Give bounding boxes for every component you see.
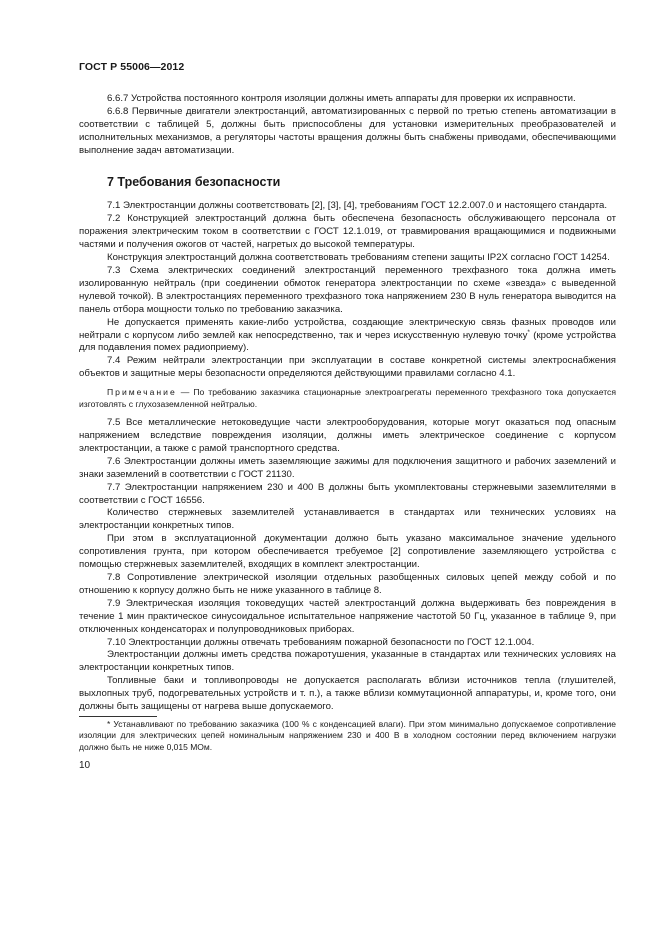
paragraph-7-10-extinguishing: Электростанции должны иметь средства пожаротушения, указанные в стандартах или технических условиях на электростанции конкретных типов. — [79, 649, 616, 674]
document-body — [79, 93, 616, 714]
paragraph-7-3-prohibition — [79, 317, 616, 356]
note — [79, 387, 616, 410]
paragraph-7-7-quantity: Количество стержневых заземлителей устанавливается в стандартах или технических условиях на электростанции конкретных типов. — [79, 507, 616, 532]
note-label: Примечание — [107, 387, 177, 398]
paragraph-6-6-7: 6.6.7 Устройства постоянного контроля изоляции должны иметь аппараты для проверки их исправности. — [107, 93, 576, 104]
page-number: 10 — [79, 760, 91, 771]
paragraph-7-2-ip: Конструкция электростанций должна соответствовать требованиям степени защиты IP2X согласно ГОСТ 14254. — [107, 252, 610, 264]
footnote-mark: * — [527, 328, 530, 336]
paragraph-7-10-fuel-tanks: Топливные баки и топливопроводы не допускается располагать вблизи источников тепла (глушителей, выхлопных труб, подогревательных устройств и т. п.), а также вблизи коммутационной аппаратуры, и, кроме того, они должны быть защищены от нагрева выше допускаемого. — [79, 675, 616, 713]
prohibition-tail: (кроме устройства для подавления помех радиоприему). — [79, 329, 616, 354]
paragraph-7-8: 7.8 Сопротивление электрической изоляции отдельных разобщенных силовых цепей между собой и по отношению к корпусу должно быть не ниже указанного в таблице 8. — [79, 572, 616, 596]
footnote: * Устанавливают по требованию заказчика (100 % с конденсацией влаги). При этом минимально допускаемое сопротивление изоляции для электрических цепей номинальным напряжением 230 и 400 В в холодном состоянии перед включением нагрузки должно быть не ниже 0,015 МОм. — [79, 719, 616, 752]
paragraph-7-1: 7.1 Электростанции должны соответствовать [2], [3], [4], требованиям ГОСТ 12.2.007.0 и настоящего стандарта. — [107, 200, 608, 212]
section-heading: 7 Требования безопасности — [107, 174, 281, 189]
standard-header: ГОСТ Р 55006—2012 — [79, 61, 185, 73]
note-text: — По требованию заказчика стационарные электроагрегаты переменного трехфазного тока допускается изготовлять с глухозаземленной нейтралью. — [79, 387, 616, 409]
prohibition-text: Не допускается применять какие-либо устройства, создающие электрическую связь фазных проводов или нейтрали с корпусом либо землей как непосредственно, так и через искусственную нулевую точку — [79, 316, 616, 341]
paragraph-7-6: 7.6 Электростанции должны иметь заземляющие зажимы для подключения защитного и рабочих заземлений и знаки заземлений в соответствии с ГОСТ 21130. — [79, 455, 616, 480]
paragraph-7-3: 7.3 Схема электрических соединений электростанций переменного трехфазного тока должна иметь изолированную нейтраль (при соединении обмоток генератора электростанции по схеме «звезда» с выведенной нулевой точкой). В электростанциях переменного трехфазного тока напряжением 230 В нуль генератора выводится на панель отбора мощности только по требованию заказчика. — [79, 264, 616, 315]
paragraph-7-7: 7.7 Электростанции напряжением 230 и 400 В должны быть укомплектованы стержневыми заземлителями в соответствии с ГОСТ 16556. — [79, 481, 616, 506]
paragraph-6-6-8: 6.6.8 Первичные двигатели электростанций, автоматизированных с первой по третью степень автоматизации в соответствии с таблицей 5, должны быть приспособлены для установки измерительных преобразователей и исполнительных механизмов, а регуляторы частоты вращения должны быть снабжены приводами, обеспечивающими выполнение задач автоматизации. — [79, 105, 616, 156]
paragraph-7-10: 7.10 Электростанции должны отвечать требованиям пожарной безопасности по ГОСТ 12.1.004. — [107, 636, 535, 648]
paragraph-7-5: 7.5 Все металлические нетоковедущие части электрооборудования, которые могут оказаться под опасным напряжением вследствие повреждения изоляции, должны иметь электрическое соединение с корпусом электростанции, а также с рамой транспортного средства. — [79, 417, 616, 454]
paragraph-7-4: 7.4 Режим нейтрали электростанции при эксплуатации в составе конкретной системы электроснабжения объектов и защитные меры безопасности определяются действующими правилами согласно 4.1. — [79, 355, 616, 380]
paragraph-7-7-documentation: При этом в эксплуатационной документации должно быть указано максимальное значение удельного сопротивления грунта, при котором обеспечивается требуемое [2] сопротивление заземляющего устройства с помощью стержневых заземлителей, входящих в комплект электростанции. — [79, 533, 616, 571]
footnote-divider — [79, 716, 157, 717]
paragraph-7-9: 7.9 Электрическая изоляция токоведущих частей электростанций должна выдерживать без повреждения в течение 1 мин практическое синусоидальное испытательное напряжение частотой 50 Гц, указанное в таблице 9, при отключенных конденсаторах и полупроводниковых приборах. — [79, 597, 616, 635]
paragraph-7-2: 7.2 Конструкцией электростанций должна быть обеспечена безопасность обслуживающего персонала от поражения электрическим током в соответствии с ГОСТ 12.1.019, от травмирования вращающимися и подвижными частями и получения ожогов от частей, нагретых до высокой температуры. — [79, 213, 616, 251]
